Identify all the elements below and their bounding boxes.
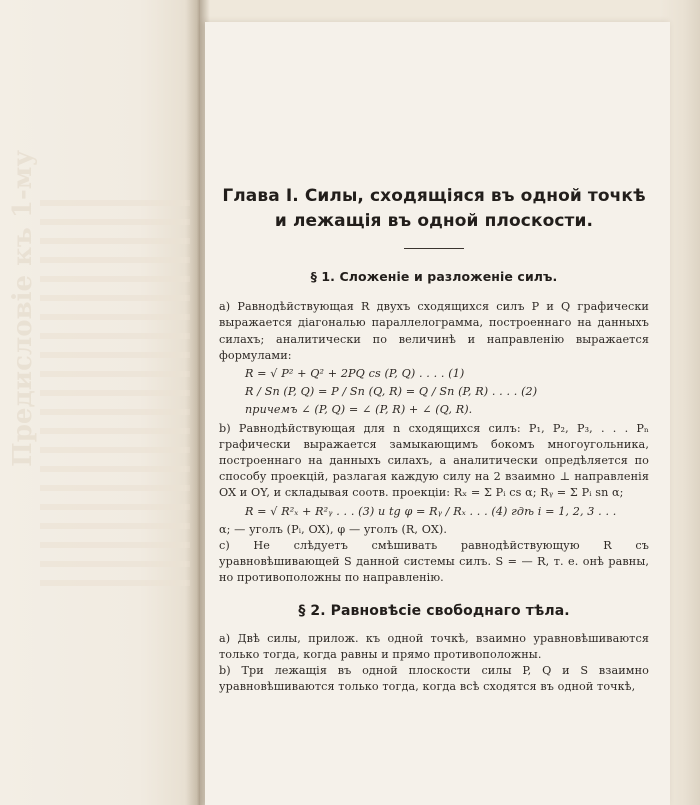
page-content: [219, 184, 649, 696]
title-divider: [404, 248, 464, 249]
chapter-title: Глава I. Силы, сходящіяся въ одной точкѣ и лежащія въ одной плоскости.: [222, 186, 646, 231]
formula-4: R = √ R²ₓ + R²ᵧ . . . (3) и tg φ = Rᵧ / Rₓ . . . (4) гдѣ i = 1, 2, 3 . . .: [245, 504, 617, 518]
formula-3: причемъ ∠ (P, Q) = ∠ (P, R) + ∠ (Q, R).: [245, 403, 473, 417]
formula-1: R = √ P² + Q² + 2PQ cs (P, Q) . . . . (1): [245, 367, 465, 381]
section-1-paragraph-a: a) Равнодѣйствующая R двухъ сходящихся силъ P и Q графически выражается діагональю параллелограмма, построеннаго на данныхъ силахъ; аналитически по величинѣ и направленію выражается формулами:: [219, 300, 649, 362]
formula-2: R / Sn (P, Q) = P / Sn (Q, R) = Q / Sn (P, R) . . . . (2): [245, 385, 538, 399]
section-2-paragraph-b: b) Три лежащія въ одной плоскости силы P, Q и S взаимно уравновѣшиваются только тогда, когда всѣ сходятся въ одной точкѣ,: [219, 664, 649, 694]
right-page: [205, 22, 670, 805]
section-1-title: § 1. Сложеніе и разложеніе силъ.: [310, 269, 558, 284]
section-2-title: § 2. Равновѣсіе свободнаго тѣла.: [298, 602, 570, 619]
section-1-paragraph-b-note: α; — уголъ (Pᵢ, OX), φ — уголъ (R, OX).: [219, 522, 448, 536]
section-2-paragraph-a: a) Двѣ силы, прилож. къ одной точкѣ, взаимно уравновѣшиваются только тогда, когда равны и прямо противоположны.: [219, 631, 649, 662]
section-1-paragraph-b: b) Равнодѣйствующая для n сходящихся силъ: P₁, P₂, P₃, . . . Pₙ графически выражается замыкающимъ бокомъ многоугольника, построеннаго на данныхъ силахъ, а аналитически опредѣляется по способу проекцій, разлагая каждую силу на 2 взаимно ⊥ направленія OX и OY, и складывая соотв. проекціи: Rₓ = Σ Pᵢ cs α; Rᵧ = Σ Pᵢ sn α;: [219, 421, 649, 500]
left-page: [0, 0, 200, 805]
left-page-ghost-text: [40, 200, 190, 599]
left-page-ghost-title: Предисловіе къ 1-му: [8, 150, 38, 467]
section-1-paragraph-c: c) Не слѣдуетъ смѣшивать равнодѣйствующую R съ уравновѣшивающей S данной системы силъ. S = — R, т. е. онѣ равны, но противоположны по направленію.: [219, 539, 649, 585]
